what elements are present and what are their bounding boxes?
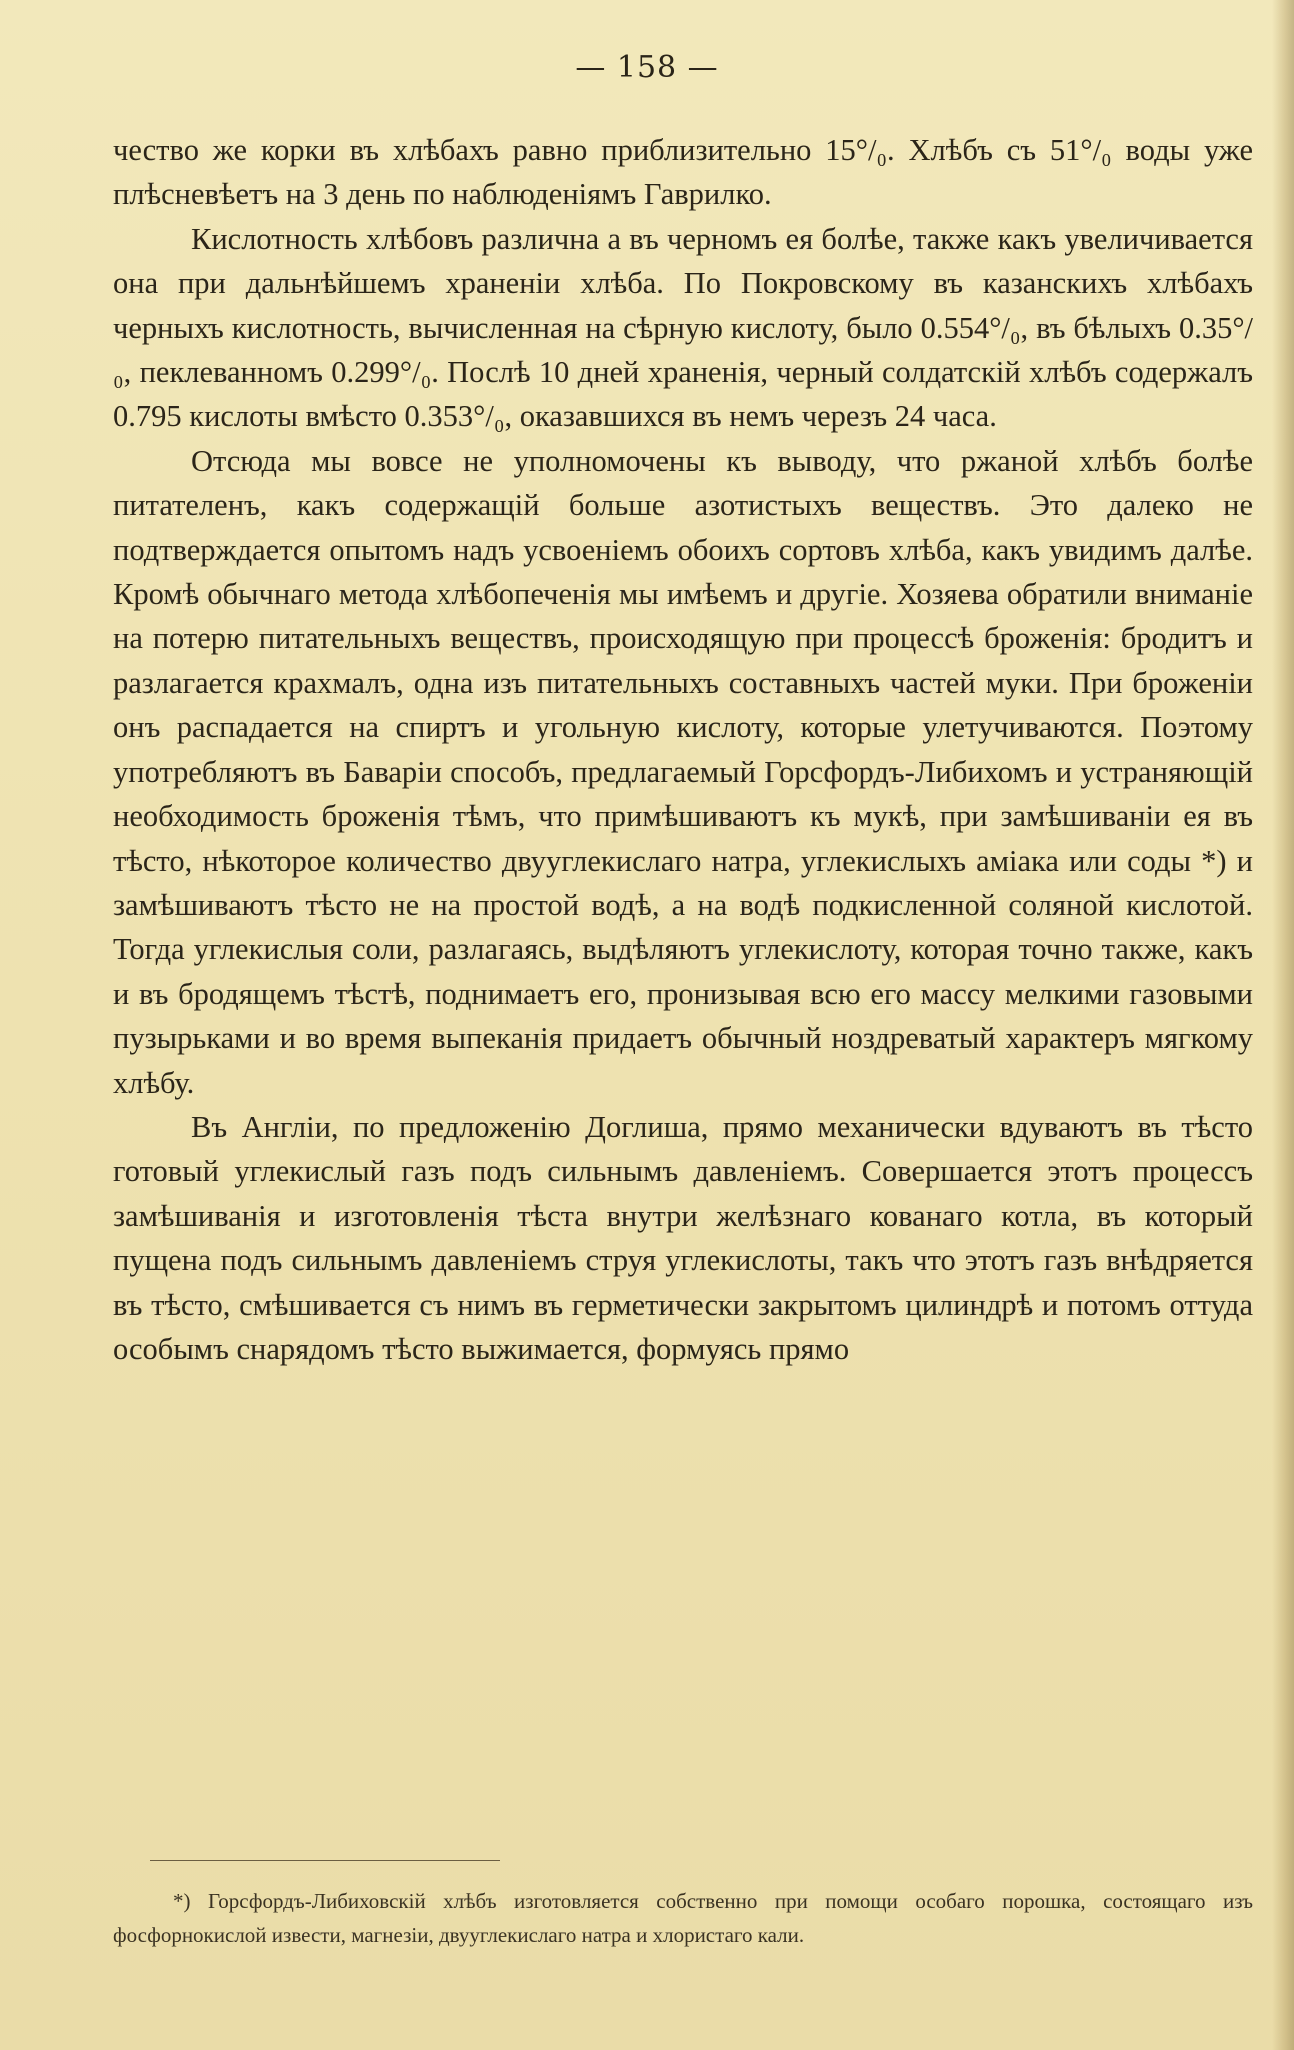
footnote-text: *) Горсфордъ-Либиховскій хлѣбъ изготовляется собственно при помощи особаго порошка, состоящаго изъ фосфорнокислой извести, магнезіи, двууглекислаго натра и хлористаго кали. [113,1889,1253,1947]
paragraph-3: Отсюда мы вовсе не уполномочены къ выводу, что ржаной хлѣбъ болѣе питателенъ, какъ содержащій больше азотистыхъ веществъ. Это далеко не подтверждается опытомъ надъ усвоеніемъ обоихъ сортовъ хлѣба, какъ увидимъ далѣе. Кромѣ обычнаго метода хлѣбопеченія мы имѣемъ и другіе. Хозяева обратили вниманіе на потерю питательныхъ веществъ, происходящую при процессѣ броженія: бродитъ и разлагается крахмалъ, одна изъ питательныхъ составныхъ частей муки. При броженіи онъ распадается на спиртъ и угольную кислоту, которые улетучиваются. Поэтому употребляютъ въ Баваріи способъ, предлагаемый Горсфордъ-Либихомъ и устраняющій необходимость броженія тѣмъ, что примѣшиваютъ къ мукѣ, при замѣшиваніи ея въ тѣсто, нѣкоторое количество двууглекислаго натра, углекислыхъ аміака или соды *) и замѣшиваютъ тѣсто не на простой водѣ, а на водѣ подкисленной соляной кислотой. Тогда углекислыя соли, разлагаясь, выдѣляютъ углекислоту, которая точно также, какъ и въ бродящемъ тѣстѣ, поднимаетъ его, пронизывая всю его массу мелкими газовыми пузырьками и во время выпеканія придаетъ обычный ноздреватый характеръ мягкому хлѣбу. [113,443,1253,1100]
paragraph-1: чество же корки въ хлѣбахъ равно приблизительно 15°/₀. Хлѣбъ съ 51°/₀ воды уже плѣсневѣетъ на 3 день по наблюденіямъ Гаврилко. [113,133,1253,212]
footnote-separator [150,1860,500,1861]
page-edge-shadow [1272,0,1294,2050]
paragraph-2: Кислотность хлѣбовъ различна а въ черномъ ея болѣе, также какъ увеличивается она при дальнѣйшемъ храненіи хлѣба. По Покровскому въ казанскихъ хлѣбахъ черныхъ кислотность, вычисленная на сѣрную кислоту, было 0.554°/₀, въ бѣлыхъ 0.35°/₀, пеклеванномъ 0.299°/₀. Послѣ 10 дней храненія, черный солдатскій хлѣбъ содержалъ 0.795 кислоты вмѣсто 0.353°/₀, оказавшихся въ немъ черезъ 24 часа. [113,221,1253,434]
footnote [113,1884,1253,1952]
page-number: — 158 — [575,50,719,85]
paragraph-4: Въ Англіи, по предложенію Доглиша, прямо механически вдуваютъ въ тѣсто готовый углекислый газъ подъ сильнымъ давленіемъ. Совершается этотъ процессъ замѣшиванія и изготовленія тѣста внутри желѣзнаго кованаго котла, въ который пущена подъ сильнымъ давленіемъ струя углекислоты, такъ что этотъ газъ внѣдряется въ тѣсто, смѣшивается съ нимъ въ герметически закрытомъ цилиндрѣ и потомъ оттуда особымъ снарядомъ тѣсто выжимается, формуясь прямо [113,1109,1253,1366]
body-text [113,128,1253,1371]
